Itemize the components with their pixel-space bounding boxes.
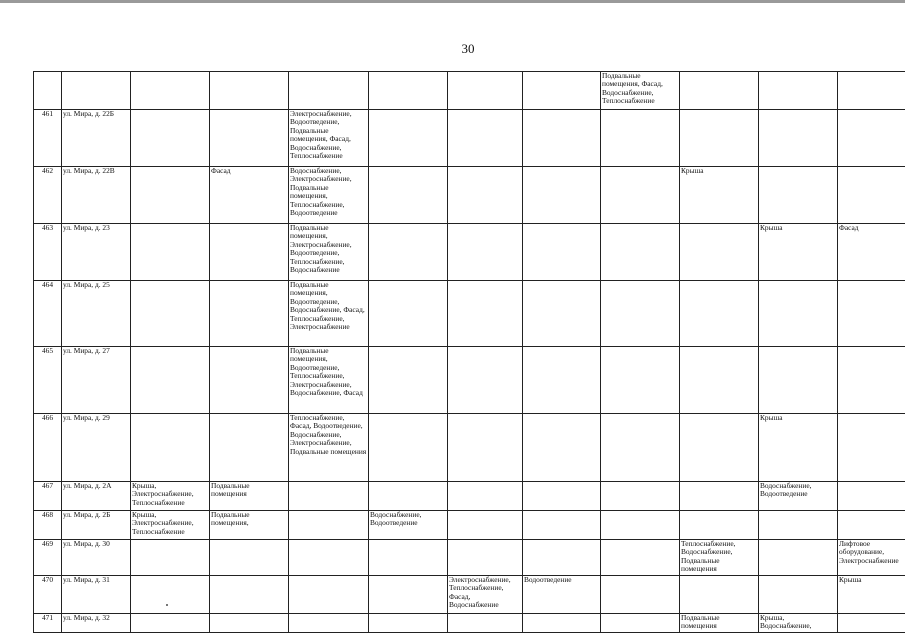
cell [601, 224, 680, 281]
row-address: ул. Мира, д. 30 [62, 540, 131, 576]
row-number: 465 [34, 347, 62, 414]
cell [448, 72, 523, 110]
cell [601, 167, 680, 224]
cell [131, 576, 210, 614]
row-number: 462 [34, 167, 62, 224]
cell-works: Крыша, Электроснабжение, Теплоснабжение [131, 482, 210, 511]
cell [369, 110, 448, 167]
cell-works: Крыша, Электроснабжение, Теплоснабжение [131, 511, 210, 540]
row-number: 466 [34, 414, 62, 482]
cell [523, 414, 601, 482]
cell [448, 281, 523, 347]
cell-works: Подвальные помещения [210, 482, 289, 511]
table-row [34, 511, 905, 540]
cell-works: Подвальные помещения, [210, 511, 289, 540]
cell [523, 167, 601, 224]
cell [601, 614, 680, 633]
table-row [34, 540, 905, 576]
cell-works: Водоснабжение, Водоотведение [369, 511, 448, 540]
cell [210, 110, 289, 167]
cell [601, 414, 680, 482]
table-row [34, 614, 905, 633]
cell [369, 576, 448, 614]
cell [210, 224, 289, 281]
table-row [34, 482, 905, 511]
cell [131, 224, 210, 281]
cell [523, 281, 601, 347]
cell [289, 72, 369, 110]
cell-works: Крыша [759, 414, 838, 482]
cell-works: Теплоснабжение, Фасад, Водоотведение, Водоснабжение, Электроснабжение, Подвальные помещения [289, 414, 369, 482]
cell-works: Крыша, Водоснабжение, [759, 614, 838, 633]
cell [680, 281, 759, 347]
cell [680, 414, 759, 482]
cell [289, 576, 369, 614]
cell [369, 347, 448, 414]
cell-works: Крыша [680, 167, 759, 224]
cell [369, 614, 448, 633]
row-address: ул. Мира, д. 29 [62, 414, 131, 482]
table-row [34, 110, 905, 167]
row-number: 461 [34, 110, 62, 167]
cell [289, 511, 369, 540]
row-number: 468 [34, 511, 62, 540]
cell-works: Водоотведение [523, 576, 601, 614]
cell [838, 482, 905, 511]
row-number: 469 [34, 540, 62, 576]
cell [523, 511, 601, 540]
cell [601, 540, 680, 576]
cell-works: Фасад [210, 167, 289, 224]
cell [448, 614, 523, 633]
cell-works: Подвальные помещения [680, 614, 759, 633]
cell [131, 540, 210, 576]
table-row [34, 414, 905, 482]
cell-works: Водоснабжение, Электроснабжение, Подвальные помещения, Теплоснабжение, Водоотведение [289, 167, 369, 224]
cell [523, 482, 601, 511]
row-address: ул. Мира, д. 23 [62, 224, 131, 281]
table-row [34, 281, 905, 347]
cell [369, 72, 448, 110]
cell [448, 414, 523, 482]
row-address: ул. Мира, д. 2Б [62, 511, 131, 540]
cell [131, 414, 210, 482]
cell [210, 540, 289, 576]
cell [131, 110, 210, 167]
table-row [34, 347, 905, 414]
cell [680, 110, 759, 167]
table-row-header-continuation [34, 72, 905, 110]
cell [680, 224, 759, 281]
row-number: 463 [34, 224, 62, 281]
cell [601, 281, 680, 347]
row-address: ул. Мира, д. 32 [62, 614, 131, 633]
cell [210, 72, 289, 110]
cell [601, 482, 680, 511]
cell [62, 72, 131, 110]
row-address: ул. Мира, д. 31 [62, 576, 131, 614]
cell [448, 511, 523, 540]
cell [369, 414, 448, 482]
cell [131, 614, 210, 633]
cell-works: Подвальные помещения, Водоотведение, Теплоснабжение, Электроснабжение, Водоснабжение, Фасад [289, 347, 369, 414]
cell [759, 540, 838, 576]
table-row [34, 167, 905, 224]
cell [369, 167, 448, 224]
cell [131, 281, 210, 347]
cell [601, 511, 680, 540]
cell [759, 110, 838, 167]
cell [448, 482, 523, 511]
cell [680, 482, 759, 511]
cell-works: Электроснабжение, Теплоснабжение, Фасад, Водоснабжение [448, 576, 523, 614]
cell [448, 347, 523, 414]
cell [523, 347, 601, 414]
cell [759, 347, 838, 414]
cell-works: Фасад [838, 224, 905, 281]
cell [289, 614, 369, 633]
cell [680, 72, 759, 110]
cell [601, 576, 680, 614]
row-address: ул. Мира, д. 27 [62, 347, 131, 414]
cell [448, 110, 523, 167]
cell [523, 224, 601, 281]
cell [838, 281, 905, 347]
cell [523, 72, 601, 110]
cell [448, 224, 523, 281]
row-address: ул. Мира, д. 22Б [62, 110, 131, 167]
cell [680, 576, 759, 614]
cell [131, 167, 210, 224]
row-address: ул. Мира, д. 22В [62, 167, 131, 224]
cell [601, 347, 680, 414]
cell [523, 614, 601, 633]
cell [210, 347, 289, 414]
cell-works: Крыша [838, 576, 905, 614]
cell [448, 540, 523, 576]
cell [759, 167, 838, 224]
table-row [34, 576, 905, 614]
cell [369, 482, 448, 511]
cell [369, 281, 448, 347]
cell [210, 576, 289, 614]
cell [838, 347, 905, 414]
cell [838, 414, 905, 482]
row-address: ул. Мира, д. 2А [62, 482, 131, 511]
cell [838, 511, 905, 540]
cell [601, 110, 680, 167]
cell [131, 347, 210, 414]
cell-works: Подвальные помещения, Фасад, Водоснабжение, Теплоснабжение [601, 72, 680, 110]
cell [838, 614, 905, 633]
cell [838, 110, 905, 167]
cell [369, 540, 448, 576]
cell-works: Водоснабжение, Водоотведение [759, 482, 838, 511]
page-number: 30 [461, 41, 475, 56]
cell [759, 576, 838, 614]
cell [289, 482, 369, 511]
cell [523, 540, 601, 576]
cell [759, 511, 838, 540]
cell [523, 110, 601, 167]
cell [838, 72, 905, 110]
scan-top-edge [0, 0, 905, 3]
works-table [33, 71, 905, 633]
table-row [34, 224, 905, 281]
cell [759, 72, 838, 110]
row-number: 464 [34, 281, 62, 347]
cell-works: Подвальные помещения, Электроснабжение, Водоотведение, Теплоснабжение, Водоснабжение [289, 224, 369, 281]
cell [680, 347, 759, 414]
cell [131, 72, 210, 110]
cell-works: Лифтовое оборудование, Электроснабжение [838, 540, 905, 576]
cell [34, 72, 62, 110]
cell [680, 511, 759, 540]
cell [838, 167, 905, 224]
cell-works: Электроснабжение, Водоотведение, Подвальные помещения, Фасад, Водоснабжение, Теплоснабжение [289, 110, 369, 167]
cell [448, 167, 523, 224]
cell [210, 414, 289, 482]
cell-works: Подвальные помещения, Водоотведение, Водоснабжение, Фасад, Теплоснабжение, Электроснабжение [289, 281, 369, 347]
cell [210, 281, 289, 347]
cell-works: Теплоснабжение, Водоснабжение, Подвальные помещения [680, 540, 759, 576]
cell [369, 224, 448, 281]
cell [289, 540, 369, 576]
row-address: ул. Мира, д. 25 [62, 281, 131, 347]
cell-works: Крыша [759, 224, 838, 281]
row-number: 470 [34, 576, 62, 614]
cell [759, 281, 838, 347]
row-number: 467 [34, 482, 62, 511]
scan-speck [166, 604, 168, 606]
cell [210, 614, 289, 633]
row-number: 471 [34, 614, 62, 633]
